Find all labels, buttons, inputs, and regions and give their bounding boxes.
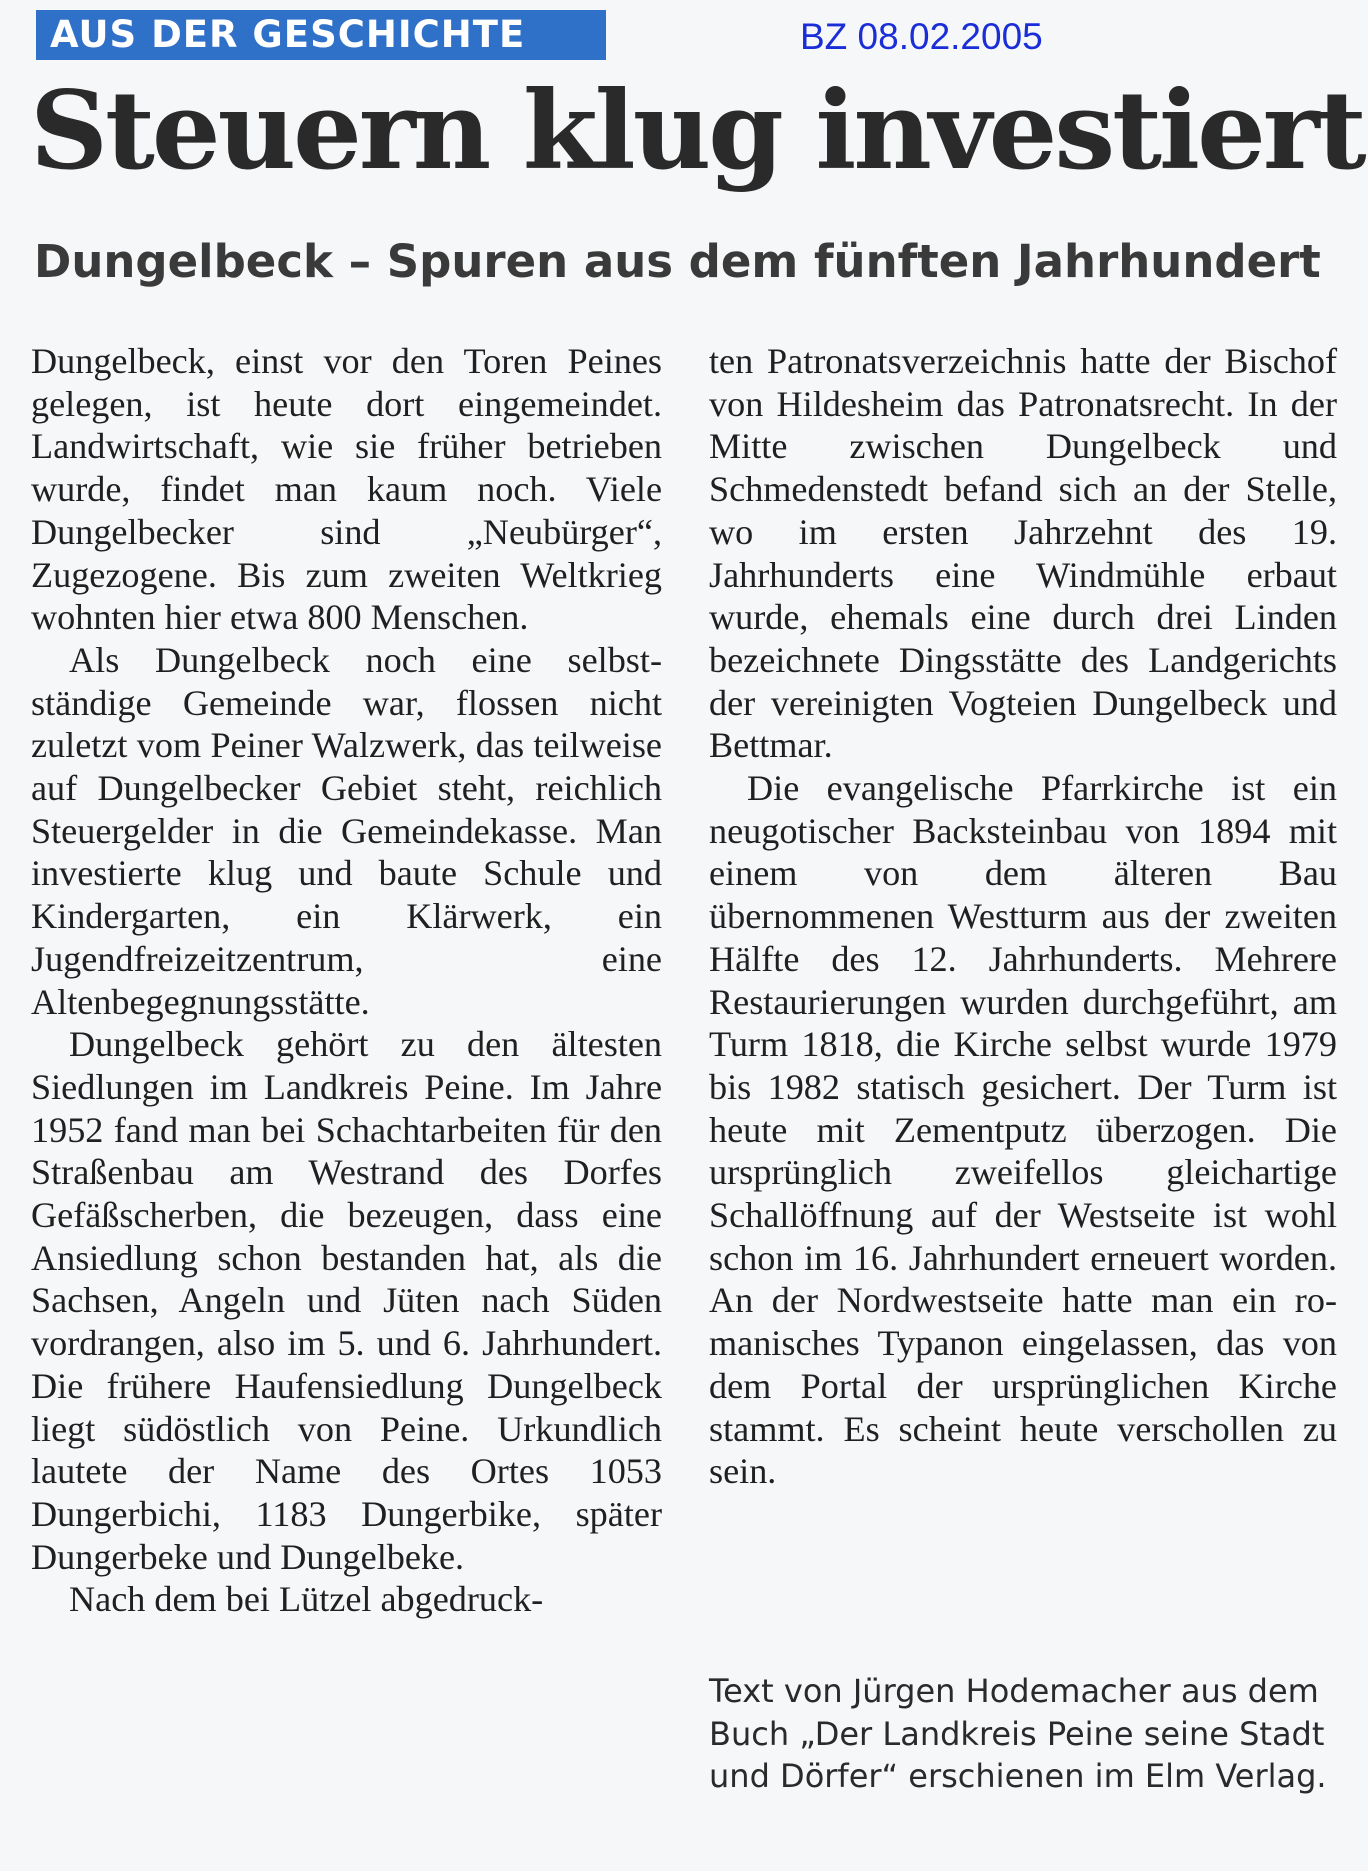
headline: Steuern klug investiert [30,68,1364,194]
article-column-left [31,340,662,1621]
section-label: AUS DER GESCHICHTE [36,10,606,60]
article-paragraph: Dungelbeck, einst vor den Toren Peines gelegen, ist heute dort eingemeindet. Landwirtschaft, wie sie früher betrieben wurde, findet man kaum noch. Viele Dungelbecker sind „Neubürger“, Zugezogene. Bis zum zweiten Weltkrieg wohnten hier etwa 800 Menschen. [31,341,662,638]
date-stamp: BZ 08.02.2005 [800,16,1043,57]
subheadline: Dungelbeck – Spuren aus dem fünften Jahrhundert [34,235,1321,288]
article-paragraph: Die evangelische Pfarrkirche ist ein neugotischer Backsteinbau von 1894 mit einem von dem älteren Bau übernommenen Westturm aus der zweiten Hälfte des 12. Jahrhunderts. Mehrere Restaurierungen wurden durchgeführt, am Turm 1818, die Kirche selbst wurde 1979 bis 1982 statisch gesichert. Der Turm ist heute mit Zementputz überzogen. Die ursprünglich zweifellos gleichartige Schallöffnung auf der Westseite ist wohl schon im 16. Jahrhundert erneuert worden. An der Nordwestseite hatte man ein romanisches Typanon eingelassen, das von dem Portal der ursprünglichen Kirche stammt. Es scheint heute verschollen zu sein. [709,768,1337,1492]
article-column-right [709,340,1337,1493]
article-paragraph: Als Dungelbeck noch eine selbstständige Gemeinde war, flossen nicht zuletzt vom Peiner Walzwerk, das teilweise auf Dungelbecker Gebiet steht, reichlich Steuergelder in die Gemeindekasse. Man investierte klug und baute Schule und Kindergarten, ein Klärwerk, ein Jugendfreizeitzentrum, eine Altenbegegnungsstätte. [31,639,662,1022]
article-paragraph: Dungelbeck gehört zu den ältesten Siedlungen im Landkreis Peine. Im Jahre 1952 fand man bei Schachtarbeiten für den Straßenbau am Westrand des Dorfes Gefäßscherben, die bezeugen, dass eine Ansiedlung schon bestanden hat, als die Sachsen, Angeln und Jüten nach Süden vordrangen, also im 5. und 6. Jahrhundert. Die frühere Haufensiedlung Dungelbeck liegt südöstlich von Peine. Urkundlich lautete der Name des Ortes 1053 Dungerbichi, 1183 Dungerbike, später Dungerbeke und Dungelbeke. [31,1024,662,1577]
article-paragraph: ten Patronatsverzeichnis hatte der Bischof von Hildesheim das Patronatsrecht. In der Mitte zwischen Dungelbeck und Schmedenstedt befand sich an der Stelle, wo im ersten Jahrzehnt des 19. Jahrhunderts eine Windmühle erbaut wurde, ehemals eine durch drei Linden bezeichnete Dingsstätte des Landgerichts der vereinigten Vogteien Dungelbeck und Bettmar. [709,341,1337,766]
article-paragraph: Nach dem bei Lützel abgedruck- [69,1579,544,1620]
article-credit: Text von Jürgen Hodemacher aus dem Buch „Der Landkreis Peine seine Stadt und Dörfer“ erschienen im Elm Verlag. [709,1672,1327,1796]
